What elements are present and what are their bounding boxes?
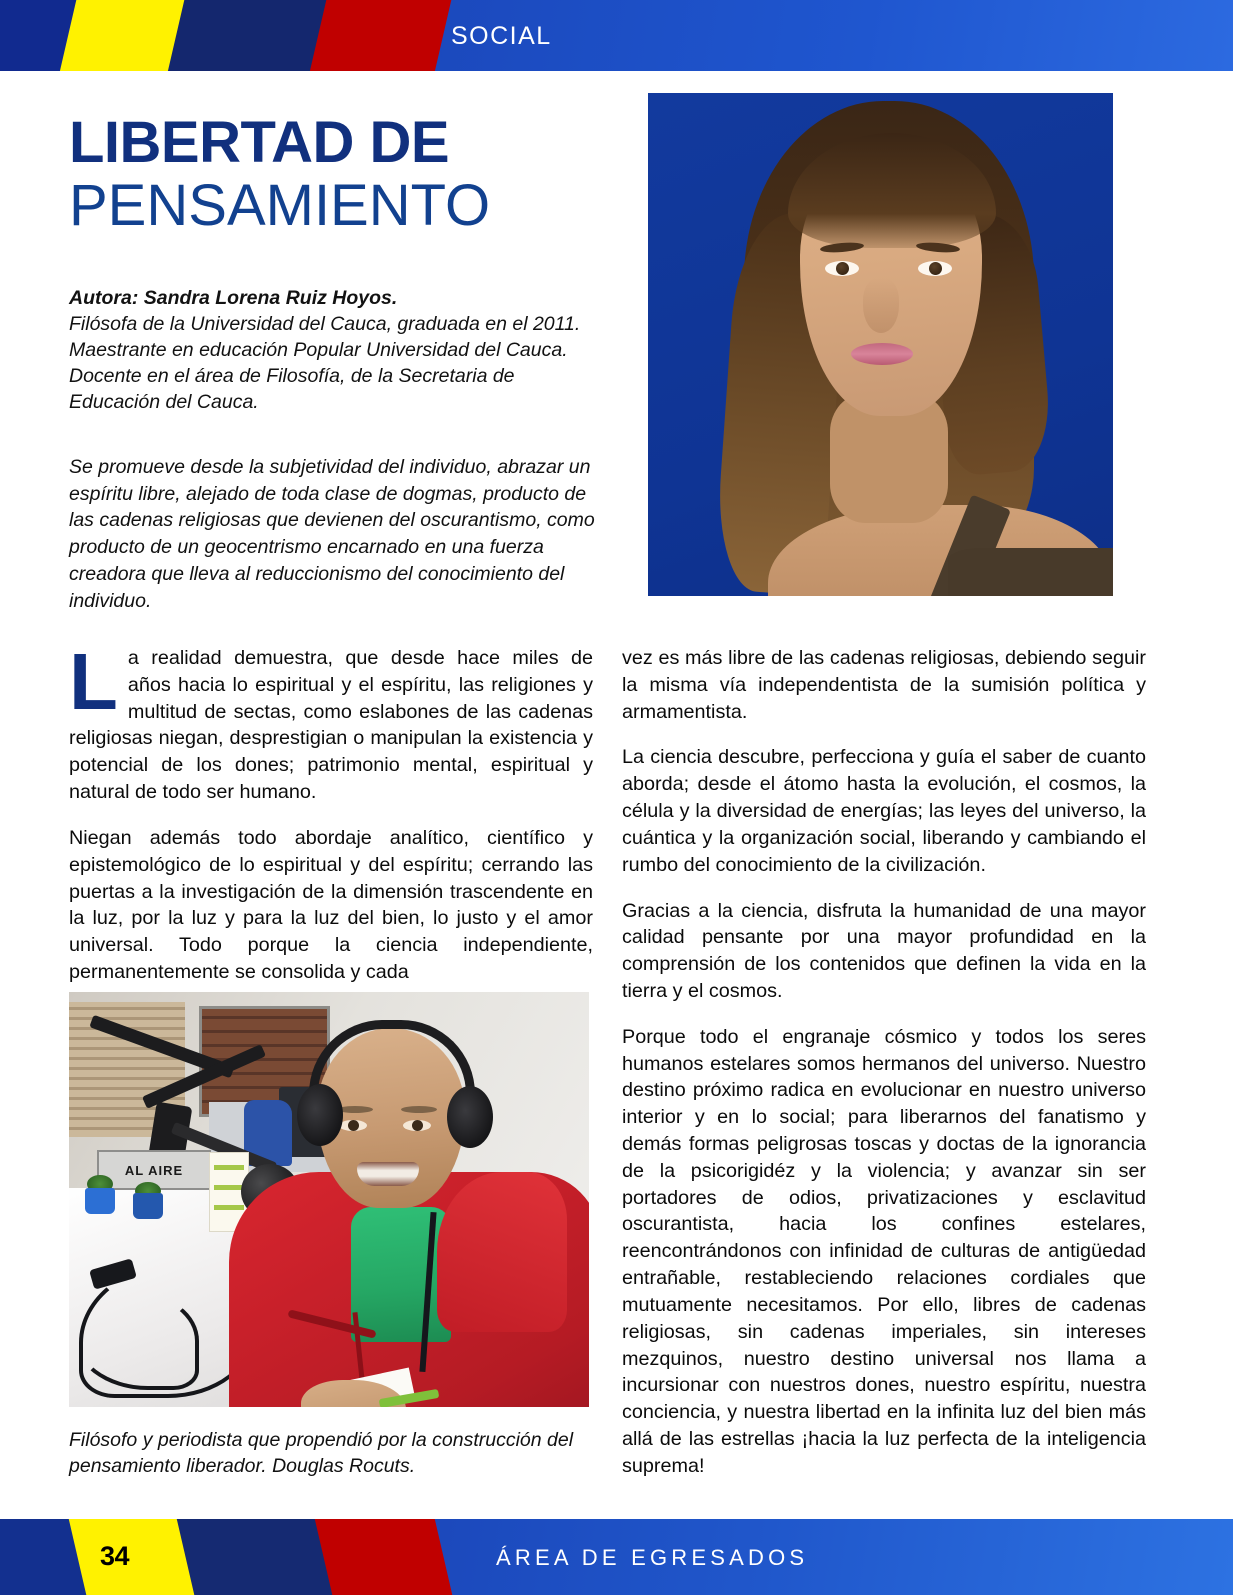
author-name: Autora: Sandra Lorena Ruiz Hoyos. bbox=[69, 287, 398, 309]
person-eyebrow-right bbox=[401, 1106, 437, 1113]
portrait-iris-left bbox=[836, 262, 849, 275]
portrait-eye-left bbox=[825, 261, 859, 276]
portrait-iris-right bbox=[929, 262, 942, 275]
footer-stripe-red bbox=[312, 1519, 455, 1595]
author-block bbox=[69, 286, 599, 416]
person-eye-right bbox=[403, 1120, 431, 1131]
body-paragraph: La ciencia descubre, perfecciona y guía el saber de cuanto aborda; desde el átomo hasta la evolución, el cosmos, la célula y la diversidad de energías; las leyes del universo, la cuántica y la organización social, liberando y cambiando el rumbo del conocimiento de la civilización. bbox=[622, 746, 1146, 876]
header-stripe-navy bbox=[164, 0, 332, 71]
photo-caption: Filósofo y periodista que propendió por la construcción del pensamiento liberador. Douglas Rocuts. bbox=[69, 1429, 574, 1477]
body-paragraph: vez es más libre de las cadenas religiosas, debiendo seguir la misma vía independentista de la sumisión política y armamentista. bbox=[622, 647, 1146, 723]
person-smile bbox=[357, 1162, 419, 1186]
header-section-label: SOCIAL bbox=[451, 22, 552, 50]
article-title-line1: LIBERTAD DE bbox=[69, 110, 450, 175]
person-eye-left bbox=[339, 1120, 367, 1131]
studio-pot-right bbox=[133, 1193, 163, 1219]
author-portrait-photo bbox=[648, 93, 1113, 596]
person-iris-left bbox=[348, 1120, 359, 1131]
article-lead: Se promueve desde la subjetividad del individuo, abrazar un espíritu libre, alejado de toda clase de dogmas, producto de las cadenas religiosas que devienen del oscurantismo, como producto de un geocentrismo encarnado en una fuerza creadora que lleva al reduccionismo del conocimiento del individuo. bbox=[69, 456, 595, 612]
portrait-lips bbox=[851, 343, 913, 365]
body-paragraph: Porque todo el engranaje cósmico y todos los seres humanos estelares somos hermanos del universo. Nuestro destino próximo radica en evolucionar en nuestro universo interior y en lo social; para liberarnos del fanatismo y demás formas peligrosas toscas y doctas de la ignorancia de la psicorigidéz y la violencia; y avanzar sin ser portadores de odios, privatizaciones y esclavitud oscurantista, hacia los confines estelares, reencontrándonos con infinidad de culturas de antigüedad entrañable, restableciendo relaciones cordiales que mutuamente necesitamos. Por ello, libres de cadenas religiosas, sin cadenas imperiales, sin intereses mezquinos, nuestro destino universal nos llama a incursionar con nuestros dones, nuestro espíritu, nuestra conciencia, y nuestra libertad en la infinita luz del bien más allá de las estrellas ¡hacia la luz perfecta de la inteligencia suprema! bbox=[622, 1025, 1146, 1477]
studio-pot-left bbox=[85, 1188, 115, 1214]
person-jacket-collar bbox=[437, 1172, 567, 1332]
on-air-sign: AL AIRE bbox=[97, 1150, 211, 1190]
body-paragraph: Niegan además todo abordaje analítico, científico y epistemológico de lo espiritual y del espíritu; cerrando las puertas a la investigación de la dimensión trascendente en la luz, por la luz y para la luz del bien, lo justo y el amor universal. Todo porque la ciencia independiente, permanentemente se consolida y cada bbox=[69, 826, 593, 983]
portrait-nose bbox=[863, 278, 899, 333]
author-bio: Filósofa de la Universidad del Cauca, graduada en el 2011. Maestrante en educación Popular Universidad del Cauca. Docente en el área de Filosofía, de la Secretaria de Educación del Cauca. bbox=[69, 312, 581, 413]
article-title bbox=[69, 110, 629, 238]
body-column-left bbox=[69, 637, 593, 986]
person-iris-right bbox=[412, 1120, 423, 1131]
page-footer-band bbox=[0, 1519, 1233, 1595]
portrait-top-garment bbox=[948, 548, 1113, 596]
footer-stripe-navy bbox=[174, 1519, 337, 1595]
headphone-earcup-right bbox=[447, 1086, 493, 1148]
body-paragraph: Gracias a la ciencia, disfruta la humanidad de una mayor calidad pensante por una mayor profundidad en la comprensión de los contenidos que definen la vida en la tierra y el cosmos. bbox=[622, 899, 1146, 1002]
footer-section-label: ÁREA DE EGRESADOS bbox=[496, 1545, 809, 1570]
page-header-band bbox=[0, 0, 1233, 71]
person-green-shirt bbox=[351, 1207, 451, 1342]
portrait-eye-right bbox=[918, 261, 952, 276]
headphones-band-icon bbox=[309, 1020, 475, 1094]
page-number: 34 bbox=[100, 1541, 130, 1571]
header-stripe-red bbox=[306, 0, 454, 71]
radio-studio-photo bbox=[69, 992, 589, 1407]
body-paragraph: La realidad demuestra, que desde hace miles de años hacia lo espiritual y el espíritu, las religiones y multitud de sectas, como eslabones de las cadenas religiosas niegan, desprestigian o manipulan la existencia y potencial de los dones; patrimonio mental, espiritual y natural de todo ser humano. bbox=[69, 637, 593, 804]
studio-person bbox=[229, 1022, 589, 1407]
body-column-right bbox=[622, 645, 1146, 1480]
article-title-line2: PENSAMIENTO bbox=[69, 173, 491, 238]
headphone-earcup-left bbox=[297, 1084, 343, 1146]
